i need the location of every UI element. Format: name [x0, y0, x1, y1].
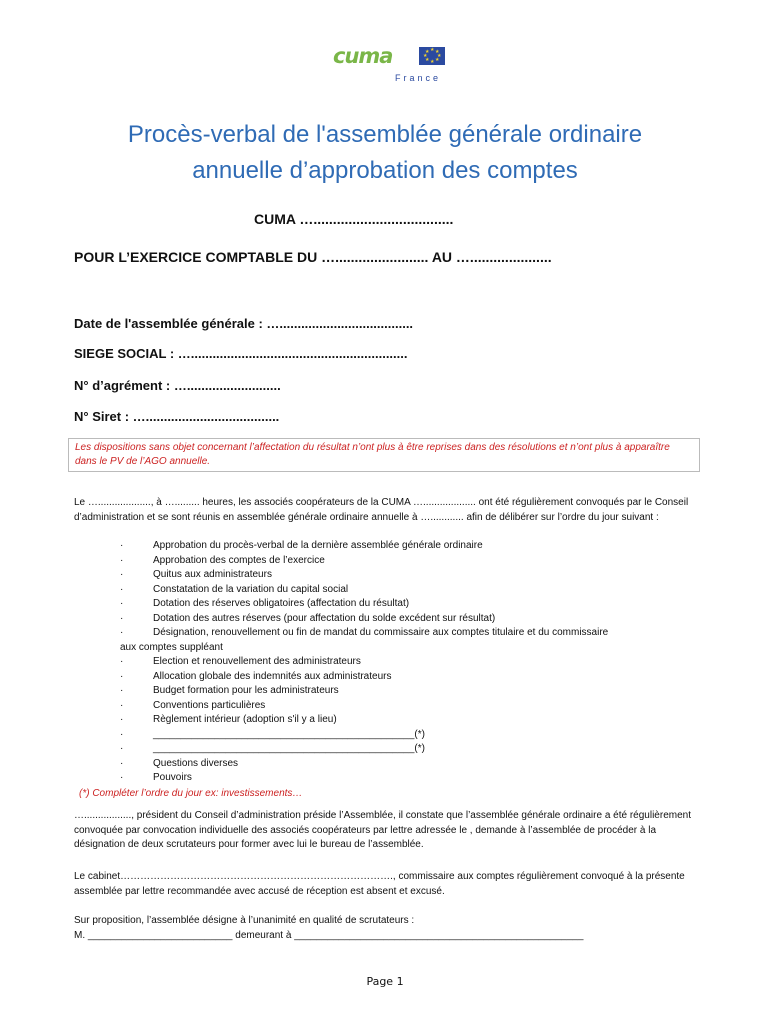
eu-flag-icon: ★ ★ ★ ★ ★ ★ ★ ★: [419, 47, 445, 65]
notice-box: Les dispositions sans objet concernant l’affectation du résultat n’ont plus à être reprises dans des résolutions et n’ont plus à apparaître dans le PV de l’AGO annuelle.: [68, 438, 700, 472]
intro-paragraph: Le …..................., à …......... heures, les associés coopérateurs de la CUMA …................... ont été régulièrement convoqués par le Conseil d’administration et se sont réunis en assemblée générale ordinaire annuelle à …............ afin de délibérer sur l’ordre du jour suivant :: [74, 497, 689, 523]
agrement-field: N° d’agrément : …..........................: [74, 378, 281, 393]
logo-subtitle: France: [395, 73, 442, 83]
document-title-line-1: Procès-verbal de l'assemblée générale ordinaire: [127, 121, 643, 148]
cuma-france-logo: [333, 44, 447, 86]
list-item: · Désignation, renouvellement ou fin de mandat du commissaire aux comptes titulaire et du commissaire aux comptes suppléant: [120, 627, 609, 653]
list-item: · Pouvoirs: [120, 772, 192, 783]
list-item: · Conventions particulières: [120, 699, 266, 711]
scrutateur-line: M. __________________________ demeurant à ____________________________________________________: [74, 929, 584, 941]
cabinet-paragraph: Le cabinet………………………………………………………………………., commissaire aux comptes régulièrement convoqué à la présente assemblée par lettre recommandée avec accusé de réception est absent et excusé.: [74, 871, 685, 897]
date-assemblee-field: Date de l'assemblée générale : ….....................................: [74, 316, 414, 331]
list-item: · _______________________________________________(*): [120, 743, 425, 754]
list-item: · Dotation des réserves obligatoires (affectation du résultat): [120, 598, 410, 609]
document-title-line-2: annuelle d’approbation des comptes: [192, 157, 578, 184]
logo-wordmark: cuma: [333, 44, 393, 68]
siege-social-field: SIEGE SOCIAL : …............................................................: [74, 346, 408, 361]
list-item: · Questions diverses: [120, 757, 239, 769]
agenda-list: [74, 539, 700, 786]
list-item: · Règlement intérieur (adoption s'il y a lieu): [120, 714, 337, 725]
list-item: · Budget formation pour les administrateurs: [120, 685, 339, 696]
list-item: · _______________________________________________(*): [120, 728, 425, 740]
exercice-period-field: POUR L’EXERCICE COMPTABLE DU …........................ AU ….....................: [74, 249, 552, 265]
president-paragraph: …................., président du Conseil d’administration préside l’Assemblée, il constate que l’assemblée générale ordinaire a été régulièrement convoquée par convocation individuelle des associés coopérateurs par lettre adressée le , demande à l’assemblée de procéder à la désignation de deux scrutateurs pour former avec lui le bureau de l’assemblée.: [74, 810, 691, 850]
list-item: · Quitus aux administrateurs: [120, 569, 272, 580]
cuma-name-field: CUMA …....................................: [254, 211, 454, 227]
list-item: · Election et renouvellement des administrateurs: [120, 656, 361, 667]
scrutateurs-paragraph: [74, 914, 700, 943]
list-item: · Approbation du procès-verbal de la dernière assemblée générale ordinaire: [120, 540, 483, 551]
siret-field: N° Siret : ….....................................: [74, 409, 280, 424]
page-number: Page 1: [366, 975, 404, 988]
list-item: · Dotation des autres réserves (pour affectation du solde excédent sur résultat): [120, 612, 496, 624]
list-item: · Approbation des comptes de l’exercice: [120, 554, 325, 566]
list-item: · Allocation globale des indemnités aux administrateurs: [120, 670, 392, 682]
agenda-footnote: (*) Compléter l’ordre du jour ex: investissements…: [79, 788, 303, 799]
list-item: · Constatation de la variation du capital social: [120, 583, 349, 595]
scrutateurs-intro: Sur proposition, l’assemblée désigne à l’unanimité en qualité de scrutateurs :: [74, 915, 415, 926]
